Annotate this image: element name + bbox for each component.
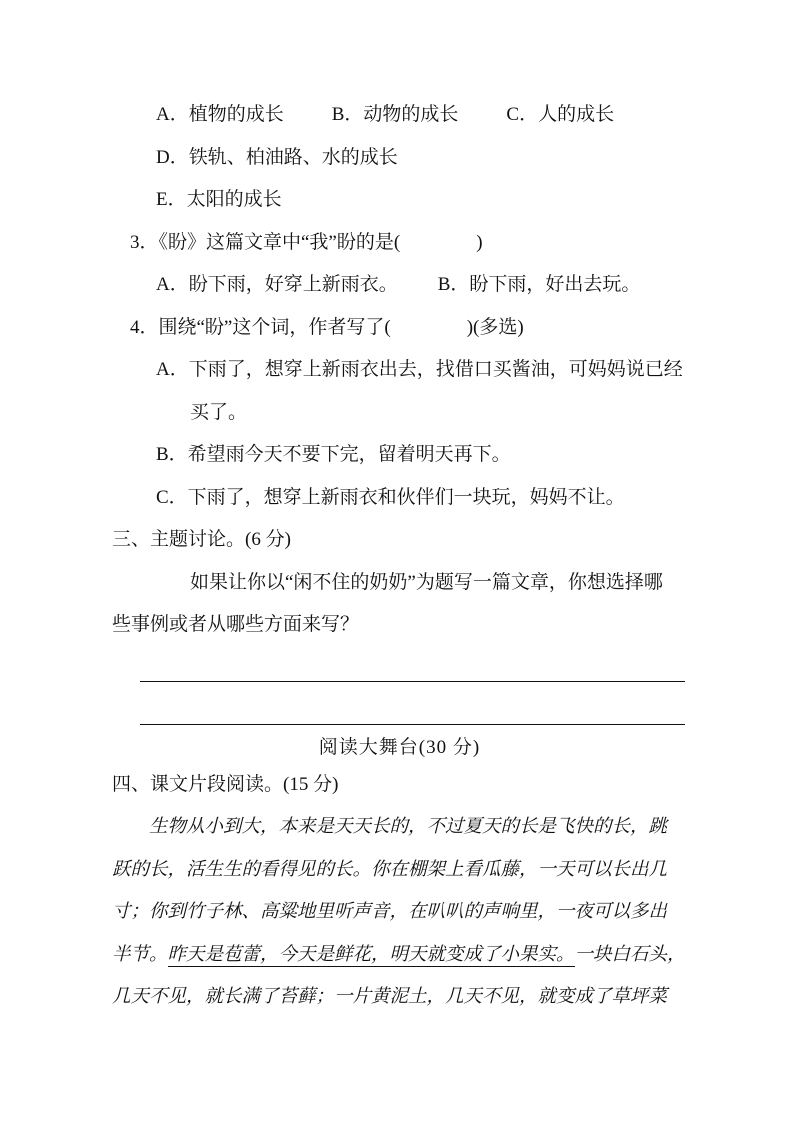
passage-line-4-post: 一块白石头， [574, 944, 686, 965]
q4-stem: 4．围绕“盼”这个词，作者写了( )(多选) [130, 316, 524, 338]
q2-option-e: E．太阳的成长 [156, 189, 282, 210]
passage-underlined-sentence: 昨天是苞蕾，今天是鲜花，明天就变成了小果实。 [167, 944, 575, 965]
q4-option-c: C．下雨了，想穿上新雨衣和伙伴们一块玩，妈妈不让。 [156, 486, 625, 508]
reading-stage-banner: 阅读大舞台(30 分) [318, 736, 481, 758]
section3-prompt-line1: 如果让你以“闲不住的奶奶”为题写一篇文章，你想选择哪 [190, 571, 663, 593]
passage-line-1: 生物从小到大，本来是天天长的，不过夏天的长是飞快的长，跳 [149, 817, 668, 837]
passage-line-4 [112, 934, 687, 977]
passage-line-5: 几天不见，就长满了苔藓；一片黄泥土，几天不见，就变成了草坪菜 [112, 987, 668, 1007]
passage-line-4-pre: 半节。 [112, 944, 168, 965]
section3-prompt-line2: 些事例或者从哪些方面来写？ [112, 614, 360, 635]
q2-options-row-abc [112, 94, 687, 137]
section4-heading: 四、课文片段阅读。(15 分) [112, 773, 339, 795]
answer-rule-line [140, 681, 685, 682]
q3-stem: 3．《盼》这篇文章中“我”盼的是( ) [130, 231, 483, 253]
answer-blank-2 [112, 689, 687, 732]
passage-line-2: 跃的长，活生生的看得见的长。你在棚架上看瓜藤，一天可以长出几 [112, 859, 668, 880]
q4-option-a-line2: 买了。 [190, 401, 248, 423]
q3-option-b: B．盼下雨，好出去玩。 [437, 274, 641, 295]
q2-option-a: A．植物的成长 [156, 104, 284, 125]
q2-option-c: C．人的成长 [506, 104, 615, 125]
answer-blank-1 [112, 647, 687, 690]
answer-rule-line [140, 724, 685, 725]
q3-options-row [112, 264, 687, 307]
q2-option-d: D．铁轨、柏油路、水的成长 [156, 146, 398, 168]
q4-option-a-line1: A．下雨了，想穿上新雨衣出去，找借口买酱油，可妈妈说已经 [156, 359, 683, 380]
q4-option-b: B．希望雨今天不要下完，留着明天再下。 [156, 444, 511, 465]
passage-line-3: 寸；你到竹子林、高粱地里听声音，在叭叭的声响里，一夜可以多出 [112, 902, 668, 922]
section3-heading: 三、主题讨论。(6 分) [112, 529, 291, 550]
q2-option-b: B．动物的成长 [331, 104, 459, 125]
q3-option-a: A．盼下雨，好穿上新雨衣。 [156, 274, 398, 295]
